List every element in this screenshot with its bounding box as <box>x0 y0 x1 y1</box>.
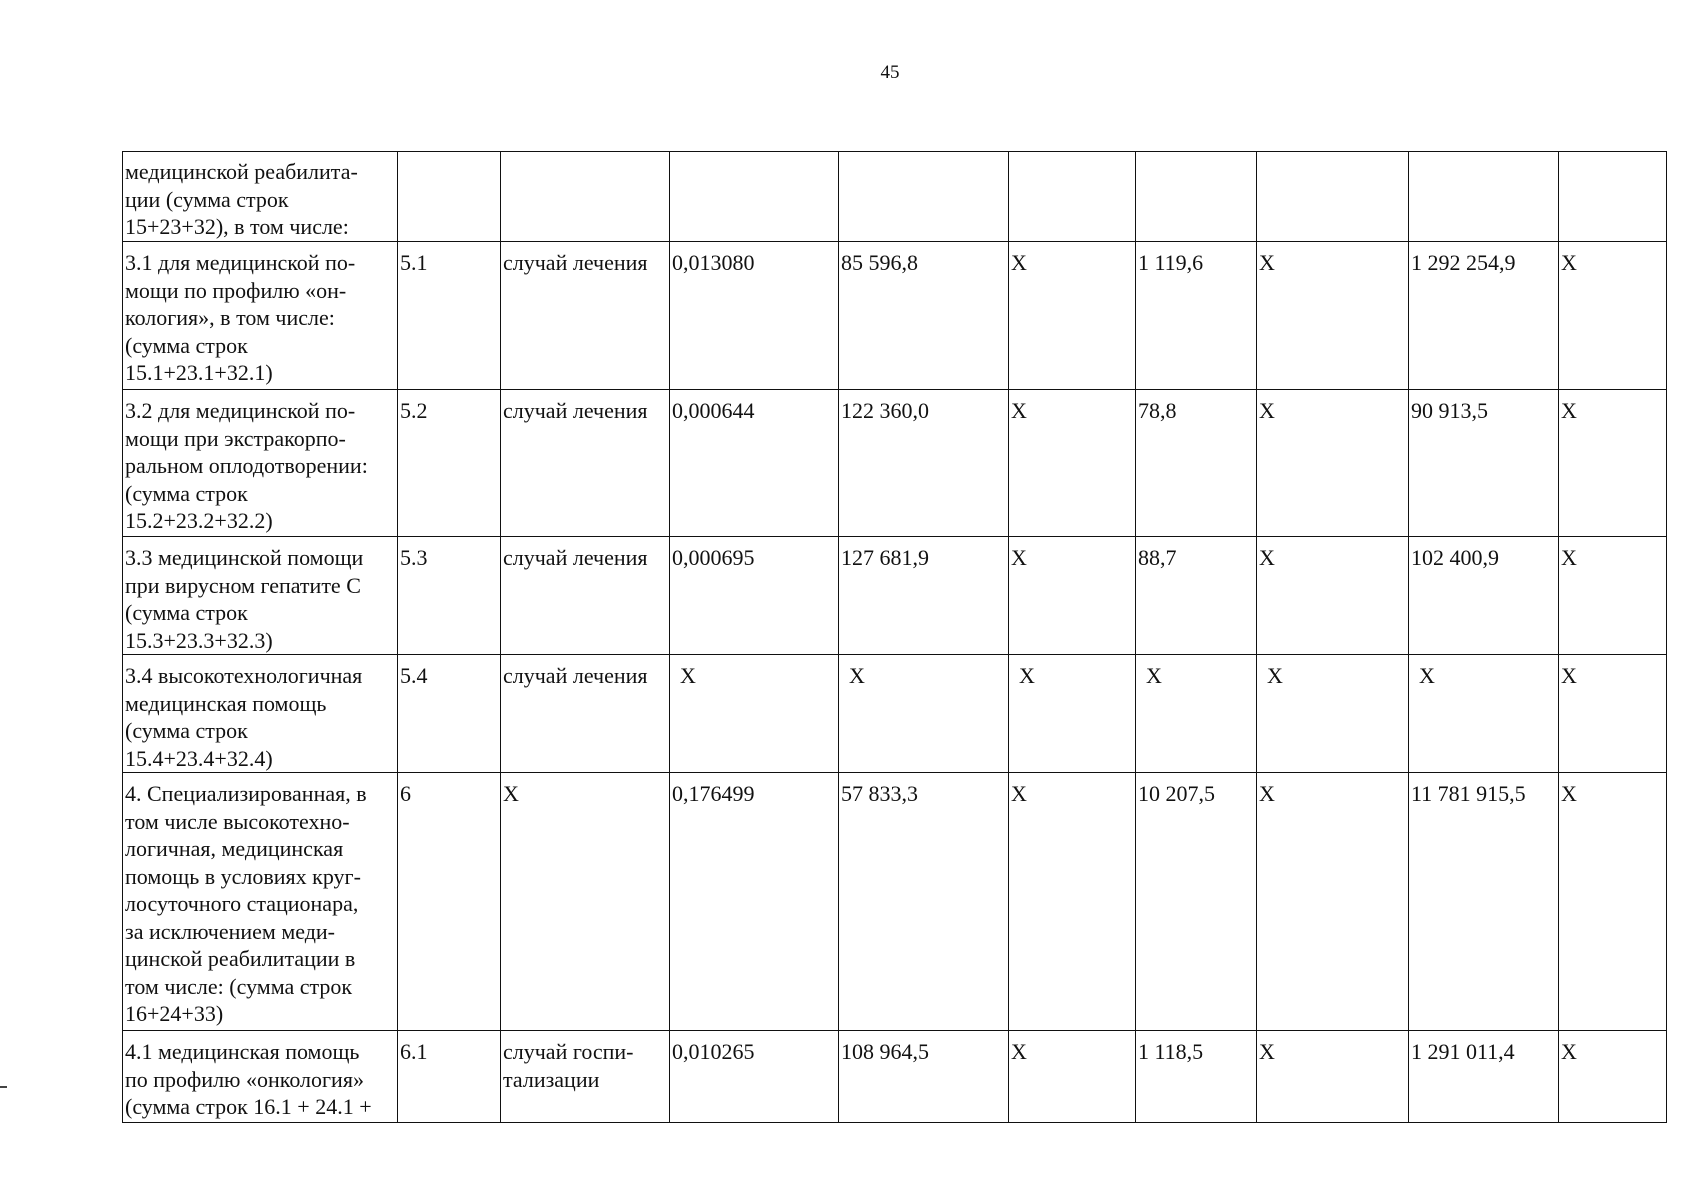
cell-unit: случай лечения <box>501 655 670 773</box>
cell-volume <box>670 152 839 242</box>
cell-unit: случай лечения <box>501 537 670 655</box>
cell-name: 4. Специализированная, в том числе высокотехно- логичная, медицинская помощь в условиях круг- лосуточного стационара, за исключением меди- цинской реабилитации в том числе: (сумма строк 16+24+33) <box>123 773 398 1031</box>
cell-line <box>398 152 501 242</box>
cell-cost: X <box>839 655 1009 773</box>
data-table <box>122 151 1667 1123</box>
cell-unit: X <box>501 773 670 1031</box>
cell-name: медицинской реабилита- ции (сумма строк 15+23+32), в том числе: <box>123 152 398 242</box>
cell-line: 5.4 <box>398 655 501 773</box>
cell-cost: 122 360,0 <box>839 390 1009 537</box>
cell-c8: X <box>1257 537 1409 655</box>
table-row <box>123 773 1667 1031</box>
cell-unit <box>501 152 670 242</box>
table-row <box>123 152 1667 242</box>
cell-c6: X <box>1009 773 1136 1031</box>
cell-c7: 1 118,5 <box>1136 1031 1257 1123</box>
cell-c9: X <box>1409 655 1559 773</box>
cell-c10: X <box>1559 242 1667 390</box>
cell-c6: X <box>1009 390 1136 537</box>
cell-volume: 0,176499 <box>670 773 839 1031</box>
cell-c9: 11 781 915,5 <box>1409 773 1559 1031</box>
cell-name: 3.3 медицинской помощи при вирусном гепатите С (сумма строк 15.3+23.3+32.3) <box>123 537 398 655</box>
cell-c9: 90 913,5 <box>1409 390 1559 537</box>
cell-c8: X <box>1257 773 1409 1031</box>
cell-c9 <box>1409 152 1559 242</box>
cell-c6: X <box>1009 1031 1136 1123</box>
cell-cost <box>839 152 1009 242</box>
cell-c6 <box>1009 152 1136 242</box>
cell-c6: X <box>1009 655 1136 773</box>
cell-volume: 0,000695 <box>670 537 839 655</box>
cell-c10: X <box>1559 773 1667 1031</box>
cell-cost: 127 681,9 <box>839 537 1009 655</box>
table-row <box>123 537 1667 655</box>
cell-c7: 1 119,6 <box>1136 242 1257 390</box>
page-number: 45 <box>880 62 900 83</box>
cell-c9: 1 291 011,4 <box>1409 1031 1559 1123</box>
cell-c10 <box>1559 152 1667 242</box>
cell-c9: 102 400,9 <box>1409 537 1559 655</box>
cell-c7: X <box>1136 655 1257 773</box>
cell-volume: X <box>670 655 839 773</box>
cell-line: 5.1 <box>398 242 501 390</box>
cell-c7 <box>1136 152 1257 242</box>
cell-c6: X <box>1009 537 1136 655</box>
cell-unit: случай лечения <box>501 390 670 537</box>
cell-c8 <box>1257 152 1409 242</box>
cell-c10: X <box>1559 1031 1667 1123</box>
cell-c8: X <box>1257 655 1409 773</box>
cell-c10: X <box>1559 390 1667 537</box>
table-row <box>123 390 1667 537</box>
cell-line: 6.1 <box>398 1031 501 1123</box>
cell-c10: X <box>1559 537 1667 655</box>
cell-unit: случай лечения <box>501 242 670 390</box>
cell-c8: X <box>1257 242 1409 390</box>
cell-c6: X <box>1009 242 1136 390</box>
scan-mark <box>0 1086 7 1088</box>
cell-name: 3.4 высокотехнологичная медицинская помощь (сумма строк 15.4+23.4+32.4) <box>123 655 398 773</box>
cell-c7: 78,8 <box>1136 390 1257 537</box>
cell-c10: X <box>1559 655 1667 773</box>
cell-cost: 108 964,5 <box>839 1031 1009 1123</box>
cell-volume: 0,000644 <box>670 390 839 537</box>
cell-line: 5.2 <box>398 390 501 537</box>
table-row <box>123 1031 1667 1123</box>
cell-line: 6 <box>398 773 501 1031</box>
cell-line: 5.3 <box>398 537 501 655</box>
cell-name: 4.1 медицинская помощь по профилю «онкология» (сумма строк 16.1 + 24.1 + <box>123 1031 398 1123</box>
cell-unit: случай госпи- тализации <box>501 1031 670 1123</box>
cell-c9: 1 292 254,9 <box>1409 242 1559 390</box>
cell-cost: 85 596,8 <box>839 242 1009 390</box>
cell-c8: X <box>1257 390 1409 537</box>
cell-name: 3.1 для медицинской по- мощи по профилю «он- кология», в том числе: (сумма строк 15.1+23.1+32.1) <box>123 242 398 390</box>
cell-name: 3.2 для медицинской по- мощи при экстракорпо- ральном оплодотворении: (сумма строк 15.2+23.2+32.2) <box>123 390 398 537</box>
cell-volume: 0,013080 <box>670 242 839 390</box>
cell-c7: 88,7 <box>1136 537 1257 655</box>
cell-volume: 0,010265 <box>670 1031 839 1123</box>
cell-c8: X <box>1257 1031 1409 1123</box>
cell-c7: 10 207,5 <box>1136 773 1257 1031</box>
cell-cost: 57 833,3 <box>839 773 1009 1031</box>
table-row <box>123 655 1667 773</box>
table-row <box>123 242 1667 390</box>
